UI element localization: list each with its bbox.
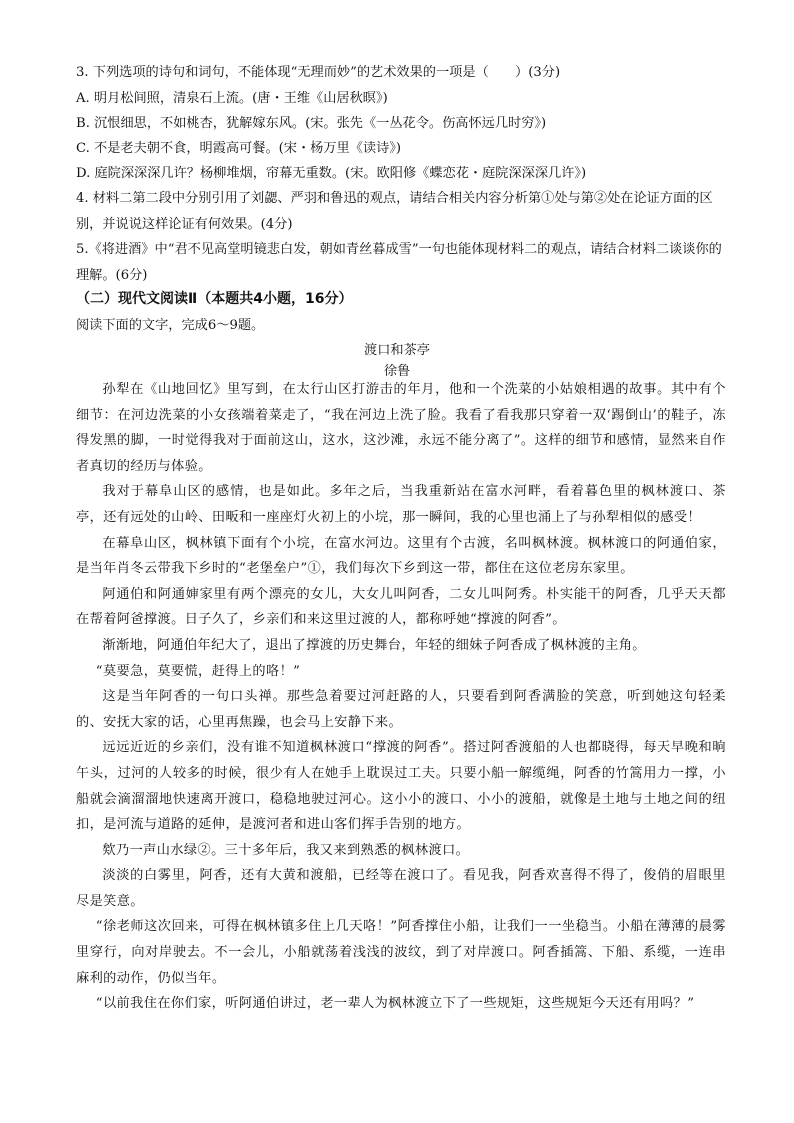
section-instruction: 阅读下面的文字，完成6～9题。 <box>76 318 265 333</box>
article-paragraph: 这是当年阿香的一句口头禅。那些急着要过河赶路的人，只要看到阿香满脸的笑意，听到她这句轻柔的、安抚大家的话，心里再焦躁，也会马上安静下来。 <box>76 689 726 730</box>
article-paragraph: 欸乃一声山水绿②。三十多年后，我又来到熟悉的枫林渡口。 <box>102 842 470 858</box>
article-paragraph: 远远近近的乡亲们，没有谁不知道枫林渡口“撑渡的阿香”。搭过阿香渡船的人也都晓得，每天早晚和晌午头，过河的人较多的时候，很少有人在她手上耽误过工夫。只要小船一解缆绳，阿香的竹篙用力一撑，小船就会滴溜溜地快速离开渡口，稳稳地驶过河心。这小小的渡口、小小的渡船，就像是土地与土地之间的纽扣，是河流与道路的延伸，是渡河者和进山客们挥手告别的地方。 <box>76 740 726 833</box>
article-title: 渡口和茶亭 <box>364 343 430 358</box>
section-heading: （二）现代文阅读Ⅱ（本题共4小题，16分） <box>76 291 353 307</box>
article-paragraph: 阿通伯和阿通婶家里有两个漂亮的女儿，大女儿叫阿香，二女儿叫阿秀。朴实能干的阿香，几乎天天都在帮着阿爸撑渡。日子久了，乡亲们和来这里过渡的人，都称呼她“撑渡的阿香”。 <box>76 586 726 628</box>
question-3-option-d: D. 庭院深深深几许？杨柳堆烟，帘幕无重数。(宋。欧阳修《蝶恋花・庭院深深深几许》) <box>76 166 587 181</box>
question-3-option-c: C. 不是老夫朝不食，明霞高可餐。(宋・杨万里《读诗》) <box>76 141 402 156</box>
question-3: 3. 下列选项的诗句和词句，不能体现“无理而妙”的艺术效果的一项是（ ）(3分) <box>76 65 561 80</box>
question-4: 4. 材料二第二段中分别引用了刘勰、严羽和鲁迅的观点，请结合相关内容分析第①处与第②处在论证方面的区别，并说说这样论证有何效果。(4分) <box>76 191 713 232</box>
article-paragraph: “徐老师这次回来，可得在枫林镇多住上几天咯！”阿香撑住小船，让我们一一坐稳当。小船在薄薄的晨雾里穿行，向对岸驶去。不一会儿，小船就荡着浅浅的波纹，到了对岸渡口。阿香插篙、下船、系缆，一连串麻利的动作，仍似当年。 <box>76 919 726 986</box>
question-5: 5.《将进酒》中“君不见高堂明镜悲白发，朝如青丝暮成雪”一句也能体现材料二的观点，请结合材料二谈谈你的理解。(6分) <box>76 242 722 283</box>
article-paragraph: 渐渐地，阿通伯年纪大了，退出了撑渡的历史舞台，年轻的细妹子阿香成了枫林渡的主角。 <box>102 637 646 653</box>
article-paragraph: “莫要急，莫要慌，赶得上的咯！” <box>95 663 301 679</box>
question-3-option-b: B. 沉恨细思，不如桃杏，犹解嫁东风。(宋。张先《一丛花令。伤高怀远几时穷》) <box>76 116 547 131</box>
article-paragraph: “以前我住在你们家，听阿通伯讲过，老一辈人为枫林渡立下了一些规矩，这些规矩今天还有用吗？” <box>95 996 695 1012</box>
article-paragraph: 我对于幕阜山区的感情，也是如此。多年之后，当我重新站在富水河畔，看着暮色里的枫林渡口、茶亭，还有远处的山岭、田畈和一座座灯火初上的小垸，那一瞬间，我的心里也涌上了与孙犁相似的感受！ <box>76 484 726 525</box>
article-body <box>76 377 726 1017</box>
article-author: 徐鲁 <box>383 364 411 379</box>
question-3-option-a: A. 明月松间照，清泉石上流。(唐・王维《山居秋暝》) <box>76 91 388 106</box>
article-paragraph: 淡淡的白雾里，阿香，还有大黄和渡船，已经等在渡口了。看见我，阿香欢喜得不得了，俊俏的眉眼里尽是笑意。 <box>76 868 726 909</box>
article-paragraph: 孙犁在《山地回忆》里写到，在太行山区打游击的年月，他和一个洗菜的小姑娘相遇的故事。其中有个细节：在河边洗菜的小女孩端着菜走了，“我在河边上洗了脸。我看了看我那只穿着一双‘踢倒山’的鞋子，冻得发黑的脚，一时觉得我对于面前这山，这水，这沙滩，永远不能分离了”。这样的细节和感情，显然来自作者真切的经历与体验。 <box>76 382 726 474</box>
article-paragraph: 在幕阜山区，枫林镇下面有个小垸，在富水河边。这里有个古渡，名叫枫林渡。枫林渡口的阿通伯家，是当年肖冬云带我下乡时的“老堡垒户”①，我们每次下乡到这一带，都住在这位老房东家里。 <box>76 535 726 577</box>
